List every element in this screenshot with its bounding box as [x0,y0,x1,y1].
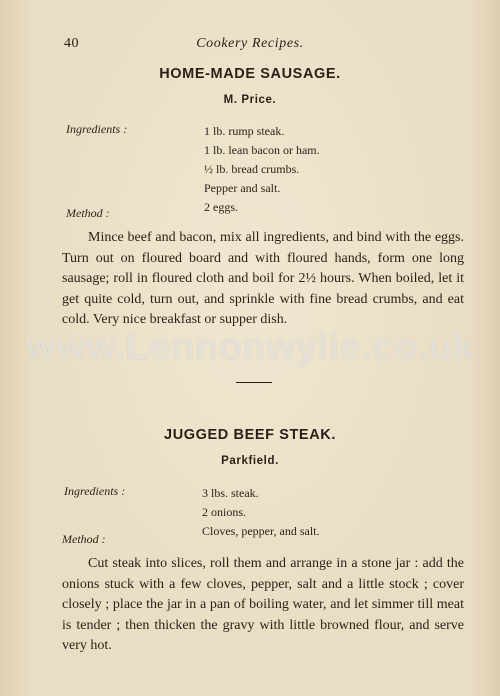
ingredient-item: Pepper and salt. [204,181,281,195]
ingredient-item: 1 lb. lean bacon or ham. [204,143,320,157]
running-head: Cookery Recipes. [196,36,304,51]
method-label: Method : [62,532,106,546]
ingredient-item: ½ lb. bread crumbs. [204,162,300,176]
method-text: Cut steak into slices, roll them and arrange in a stone jar : add the onions stuck with a few cloves, pepper, salt and a little stock ; cover closely ; place the jar in a pan of boiling water, and let simmer till meat is tender ; then thicken the gravy with little browned flour, and serve very hot. [62,556,464,653]
ingredients-list [202,484,320,541]
ingredient-item: Cloves, pepper, and salt. [202,524,320,538]
page-number: 40 [64,36,79,51]
method-label: Method : [66,206,110,220]
ingredient-item: 2 eggs. [204,200,238,214]
ingredient-item: 1 lb. rump steak. [204,124,285,138]
method-text: Mince beef and bacon, mix all ingredients, and bind with the eggs. Turn out on floured board and with floured hands, form one long sausage; roll in floured cloth and boil for 2½ hours. When boiled, let it get quite cold, turn out, and sprinkle with fine bread crumbs, and eat cold. Very nice breakfast or supper dish. [62,230,464,327]
recipe-title: HOME-MADE SAUSAGE. [159,66,341,82]
ingredient-item: 2 onions. [202,505,247,519]
ingredients-label: Ingredients : [64,484,126,498]
recipe-author: M. Price. [223,94,277,106]
ingredients-label: Ingredients : [66,122,128,136]
recipe-author: Parkfield. [221,455,279,467]
recipe-title: JUGGED BEEF STEAK. [164,427,336,443]
section-divider [236,382,272,383]
page-header [0,36,500,54]
watermark: www.Lennonwylie.co.uk [25,326,475,368]
ingredient-item: 3 lbs. steak. [202,486,259,500]
ingredients-list [204,122,320,217]
